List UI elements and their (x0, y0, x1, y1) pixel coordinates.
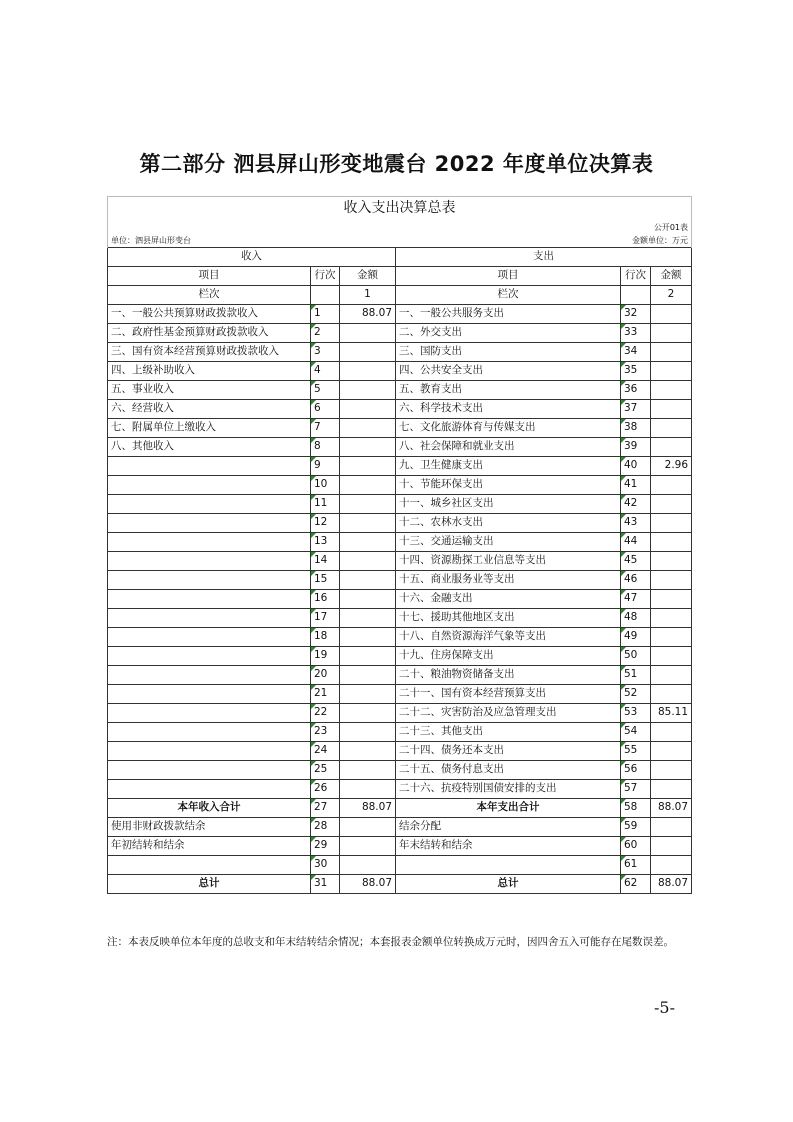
income-line-cell: 8 (311, 437, 340, 456)
income-item-cell (108, 760, 311, 779)
expense-item-cell: 一、一般公共服务支出 (396, 304, 621, 323)
expense-line-cell: 44 (621, 532, 651, 551)
income-amount-cell (340, 323, 396, 342)
income-line-cell: 15 (311, 570, 340, 589)
table-row (108, 817, 692, 836)
income-line-cell: 3 (311, 342, 340, 361)
expense-item-cell: 结余分配 (396, 817, 621, 836)
income-amount-cell (340, 589, 396, 608)
income-amount-cell (340, 608, 396, 627)
expense-amount-cell (651, 608, 692, 627)
expense-line-cell: 47 (621, 589, 651, 608)
grand-total-income-amount: 88.07 (340, 874, 396, 893)
income-line-cell: 29 (311, 836, 340, 855)
income-line-cell: 16 (311, 589, 340, 608)
income-line-header: 行次 (311, 266, 340, 285)
table-row (108, 418, 692, 437)
expense-line-header: 行次 (621, 266, 651, 285)
income-amount-cell (340, 836, 396, 855)
table-row (108, 570, 692, 589)
income-amount-cell (340, 646, 396, 665)
income-amount-cell (340, 380, 396, 399)
table-row (108, 513, 692, 532)
expense-item-cell: 八、社会保障和就业支出 (396, 437, 621, 456)
expense-column-number: 2 (651, 285, 692, 304)
expense-amount-cell (651, 323, 692, 342)
expense-amount-cell (651, 570, 692, 589)
income-amount-cell (340, 456, 396, 475)
expense-item-cell: 二十、粮油物资储备支出 (396, 665, 621, 684)
expense-item-cell: 十二、农林水支出 (396, 513, 621, 532)
expense-line-cell: 40 (621, 456, 651, 475)
income-item-cell: 六、经营收入 (108, 399, 311, 418)
expense-line-cell: 59 (621, 817, 651, 836)
income-item-cell (108, 608, 311, 627)
income-item-cell (108, 722, 311, 741)
expense-amount-cell (651, 741, 692, 760)
income-amount-cell (340, 741, 396, 760)
expense-line-cell: 32 (621, 304, 651, 323)
table-row (108, 627, 692, 646)
income-item-cell (108, 551, 311, 570)
expense-item-cell: 十六、金融支出 (396, 589, 621, 608)
money-unit-label: 金额单位：万元 (396, 234, 692, 248)
expense-column-line (621, 285, 651, 304)
expense-line-cell: 48 (621, 608, 651, 627)
income-line-cell: 14 (311, 551, 340, 570)
income-amount-cell (340, 703, 396, 722)
expense-line-cell: 55 (621, 741, 651, 760)
expense-line-cell: 33 (621, 323, 651, 342)
expense-line-cell: 45 (621, 551, 651, 570)
expense-amount-cell (651, 380, 692, 399)
expense-line-cell: 35 (621, 361, 651, 380)
expense-line-cell: 49 (621, 627, 651, 646)
expense-amount-header: 金额 (651, 266, 692, 285)
table-row (108, 304, 692, 323)
table-row (108, 836, 692, 855)
table-row (108, 551, 692, 570)
expense-amount-cell (651, 437, 692, 456)
expense-line-cell: 41 (621, 475, 651, 494)
income-line-cell: 9 (311, 456, 340, 475)
table-row (108, 361, 692, 380)
expense-item-cell: 十一、城乡社区支出 (396, 494, 621, 513)
income-item-cell (108, 627, 311, 646)
table-row (108, 684, 692, 703)
income-item-cell (108, 532, 311, 551)
income-line-cell: 25 (311, 760, 340, 779)
table-row (108, 589, 692, 608)
expense-amount-cell (651, 836, 692, 855)
expense-amount-cell (651, 532, 692, 551)
expense-line-cell: 42 (621, 494, 651, 513)
income-item-cell: 七、附属单位上缴收入 (108, 418, 311, 437)
income-line-cell: 7 (311, 418, 340, 437)
expense-line-cell: 50 (621, 646, 651, 665)
grand-total-income-label: 总计 (108, 874, 311, 893)
expense-item-cell: 六、科学技术支出 (396, 399, 621, 418)
expense-item-cell: 二十三、其他支出 (396, 722, 621, 741)
table-note: 注：本表反映单位本年度的总收支和年末结转结余情况；本套报表金额单位转换成万元时，因四舍五入可能存在尾数误差。 (107, 936, 674, 948)
income-line-cell: 30 (311, 855, 340, 874)
income-amount-cell (340, 494, 396, 513)
expense-line-cell: 36 (621, 380, 651, 399)
table-code: 公开01表 (108, 221, 692, 234)
expense-line-cell: 57 (621, 779, 651, 798)
income-item-cell: 三、国有资本经营预算财政拨款收入 (108, 342, 311, 361)
expense-amount-cell (651, 361, 692, 380)
grand-total-expense-label: 总计 (396, 874, 621, 893)
expense-item-cell (396, 855, 621, 874)
income-line-cell: 17 (311, 608, 340, 627)
income-item-cell (108, 741, 311, 760)
expense-amount-cell (651, 342, 692, 361)
income-amount-cell (340, 418, 396, 437)
expense-amount-cell (651, 513, 692, 532)
income-line-cell: 11 (311, 494, 340, 513)
income-amount-header: 金额 (340, 266, 396, 285)
income-item-header: 项目 (108, 266, 311, 285)
income-amount-cell (340, 532, 396, 551)
expense-item-cell: 二十五、债务付息支出 (396, 760, 621, 779)
expense-amount-cell (651, 304, 692, 323)
expense-amount-cell (651, 722, 692, 741)
expense-amount-cell (651, 475, 692, 494)
income-column-line (311, 285, 340, 304)
expense-amount-cell (651, 551, 692, 570)
expense-amount-cell (651, 494, 692, 513)
expense-item-cell: 四、公共安全支出 (396, 361, 621, 380)
income-amount-cell (340, 513, 396, 532)
income-line-cell: 20 (311, 665, 340, 684)
expense-line-cell: 46 (621, 570, 651, 589)
income-amount-cell (340, 361, 396, 380)
income-amount-cell (340, 760, 396, 779)
year-income-total-line: 27 (311, 798, 340, 817)
expense-amount-cell (651, 418, 692, 437)
table-row (108, 703, 692, 722)
income-item-cell: 二、政府性基金预算财政拨款收入 (108, 323, 311, 342)
income-line-cell: 4 (311, 361, 340, 380)
page-number: -5- (654, 998, 675, 1017)
expense-item-header: 项目 (396, 266, 621, 285)
table-row (108, 494, 692, 513)
income-column-number: 1 (340, 285, 396, 304)
expense-line-cell: 51 (621, 665, 651, 684)
income-item-cell: 一、一般公共预算财政拨款收入 (108, 304, 311, 323)
table-row (108, 779, 692, 798)
document-title: 第二部分 泗县屏山形变地震台 2022 年度单位决算表 (139, 152, 654, 176)
income-line-cell: 24 (311, 741, 340, 760)
income-item-cell: 八、其他收入 (108, 437, 311, 456)
income-line-cell: 13 (311, 532, 340, 551)
table-row (108, 646, 692, 665)
expense-amount-cell (651, 855, 692, 874)
income-line-cell: 28 (311, 817, 340, 836)
income-item-cell (108, 665, 311, 684)
income-amount-cell (340, 551, 396, 570)
income-item-cell (108, 684, 311, 703)
expense-item-cell: 十四、资源勘探工业信息等支出 (396, 551, 621, 570)
income-line-cell: 10 (311, 475, 340, 494)
income-line-cell: 18 (311, 627, 340, 646)
expense-line-cell: 61 (621, 855, 651, 874)
income-line-cell: 5 (311, 380, 340, 399)
table-row (108, 722, 692, 741)
income-item-cell (108, 703, 311, 722)
table-row (108, 342, 692, 361)
income-amount-cell (340, 627, 396, 646)
expense-amount-cell (651, 760, 692, 779)
expense-item-cell: 十三、交通运输支出 (396, 532, 621, 551)
year-income-total-amount: 88.07 (340, 798, 396, 817)
income-item-cell (108, 779, 311, 798)
grand-total-row (108, 874, 692, 893)
income-item-cell (108, 855, 311, 874)
expense-line-cell: 53 (621, 703, 651, 722)
expense-amount-cell (651, 665, 692, 684)
income-item-cell: 四、上级补助收入 (108, 361, 311, 380)
grand-total-expense-line: 62 (621, 874, 651, 893)
income-line-cell: 23 (311, 722, 340, 741)
income-item-cell (108, 513, 311, 532)
expense-line-cell: 60 (621, 836, 651, 855)
expense-column-label: 栏次 (396, 285, 621, 304)
expense-item-cell: 二十一、国有资本经营预算支出 (396, 684, 621, 703)
expense-line-cell: 56 (621, 760, 651, 779)
income-line-cell: 21 (311, 684, 340, 703)
expense-item-cell: 二十六、抗疫特别国债安排的支出 (396, 779, 621, 798)
income-item-cell: 年初结转和结余 (108, 836, 311, 855)
expense-line-cell: 52 (621, 684, 651, 703)
income-amount-cell (340, 722, 396, 741)
income-expense-table (107, 196, 692, 894)
expense-amount-cell (651, 684, 692, 703)
year-expense-total-amount: 88.07 (651, 798, 692, 817)
expense-item-cell: 年末结转和结余 (396, 836, 621, 855)
year-expense-total-line: 58 (621, 798, 651, 817)
income-header: 收入 (108, 247, 396, 266)
expense-item-cell: 十七、援助其他地区支出 (396, 608, 621, 627)
expense-item-cell: 二、外交支出 (396, 323, 621, 342)
income-line-cell: 1 (311, 304, 340, 323)
expense-item-cell: 五、教育支出 (396, 380, 621, 399)
income-line-cell: 22 (311, 703, 340, 722)
expense-amount-cell (651, 589, 692, 608)
year-total-row (108, 798, 692, 817)
income-line-cell: 12 (311, 513, 340, 532)
income-item-cell: 使用非财政拨款结余 (108, 817, 311, 836)
income-line-cell: 2 (311, 323, 340, 342)
table-row (108, 475, 692, 494)
income-expense-sheet (107, 196, 691, 894)
expense-line-cell: 34 (621, 342, 651, 361)
income-amount-cell (340, 779, 396, 798)
expense-amount-cell (651, 627, 692, 646)
table-row (108, 760, 692, 779)
expense-item-cell: 十、节能环保支出 (396, 475, 621, 494)
year-income-total-label: 本年收入合计 (108, 798, 311, 817)
income-amount-cell (340, 437, 396, 456)
expense-line-cell: 43 (621, 513, 651, 532)
grand-total-expense-amount: 88.07 (651, 874, 692, 893)
income-item-cell (108, 589, 311, 608)
expense-amount-cell (651, 646, 692, 665)
income-item-cell (108, 475, 311, 494)
expense-item-cell: 二十二、灾害防治及应急管理支出 (396, 703, 621, 722)
income-amount-cell (340, 855, 396, 874)
table-row (108, 437, 692, 456)
expense-amount-cell (651, 817, 692, 836)
expense-item-cell: 二十四、债务还本支出 (396, 741, 621, 760)
income-line-cell: 26 (311, 779, 340, 798)
unit-label: 单位：泗县屏山形变台 (108, 234, 396, 248)
table-row (108, 323, 692, 342)
table-row (108, 665, 692, 684)
expense-item-cell: 九、卫生健康支出 (396, 456, 621, 475)
expense-item-cell: 七、文化旅游体育与传媒支出 (396, 418, 621, 437)
income-column-label: 栏次 (108, 285, 311, 304)
table-title: 收入支出决算总表 (108, 197, 692, 221)
income-amount-cell (340, 475, 396, 494)
income-amount-cell (340, 684, 396, 703)
income-item-cell (108, 570, 311, 589)
income-amount-cell (340, 399, 396, 418)
expense-amount-cell (651, 779, 692, 798)
expense-line-cell: 38 (621, 418, 651, 437)
table-row (108, 855, 692, 874)
expense-amount-cell: 85.11 (651, 703, 692, 722)
income-amount-cell (340, 817, 396, 836)
income-amount-cell (340, 342, 396, 361)
income-amount-cell: 88.07 (340, 304, 396, 323)
income-amount-cell (340, 570, 396, 589)
expense-amount-cell: 2.96 (651, 456, 692, 475)
grand-total-income-line: 31 (311, 874, 340, 893)
expense-line-cell: 54 (621, 722, 651, 741)
income-line-cell: 19 (311, 646, 340, 665)
table-row (108, 532, 692, 551)
income-item-cell: 五、事业收入 (108, 380, 311, 399)
income-amount-cell (340, 665, 396, 684)
expense-line-cell: 39 (621, 437, 651, 456)
table-row (108, 608, 692, 627)
table-row (108, 380, 692, 399)
expense-amount-cell (651, 399, 692, 418)
expense-line-cell: 37 (621, 399, 651, 418)
income-item-cell (108, 456, 311, 475)
table-row (108, 456, 692, 475)
year-expense-total-label: 本年支出合计 (396, 798, 621, 817)
table-row (108, 741, 692, 760)
expense-item-cell: 三、国防支出 (396, 342, 621, 361)
income-item-cell (108, 646, 311, 665)
table-row (108, 399, 692, 418)
expense-item-cell: 十九、住房保障支出 (396, 646, 621, 665)
income-line-cell: 6 (311, 399, 340, 418)
expense-item-cell: 十八、自然资源海洋气象等支出 (396, 627, 621, 646)
income-item-cell (108, 494, 311, 513)
expense-item-cell: 十五、商业服务业等支出 (396, 570, 621, 589)
expense-header: 支出 (396, 247, 692, 266)
